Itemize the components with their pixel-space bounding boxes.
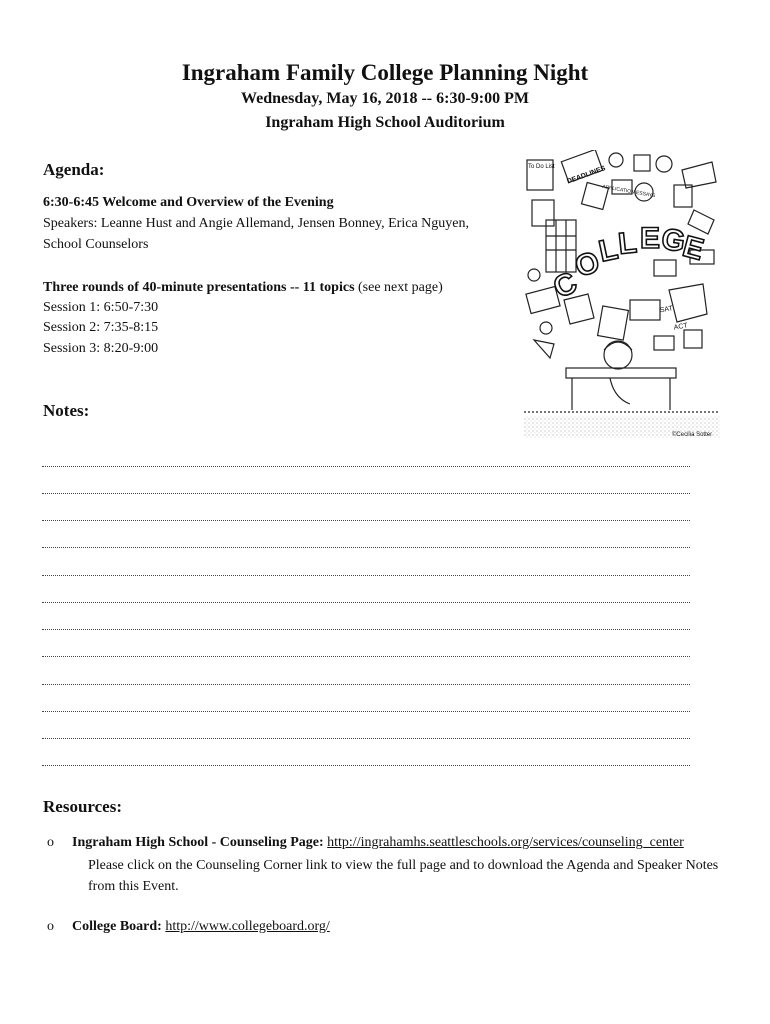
building-doodle — [546, 220, 576, 272]
resource-description — [88, 855, 748, 897]
act-text: ACT — [673, 322, 689, 332]
bullet-icon: o — [47, 919, 54, 934]
note-line — [42, 520, 690, 521]
note-line — [42, 547, 690, 548]
agenda-welcome-title: 6:30-6:45 Welcome and Overview of the Evening — [43, 195, 334, 210]
resource-item-counseling — [72, 835, 684, 851]
counseling-corner-link-text: Counseling Corner link — [196, 858, 328, 873]
resource-item-college-board — [72, 919, 330, 935]
note-line — [42, 466, 690, 467]
svg-text:G: G — [659, 222, 688, 259]
svg-text:C: C — [548, 265, 583, 306]
todo-text: To Do List — [528, 164, 555, 170]
counseling-page-link[interactable]: http://ingrahamhs.seattleschools.org/services/counseling_center — [327, 835, 684, 850]
note-line — [42, 656, 690, 657]
essays-text: APPLICATION ESSAYS — [601, 183, 656, 200]
note-line — [42, 738, 690, 739]
notes-heading: Notes: — [43, 401, 90, 420]
description-text: Please click on the — [88, 858, 197, 873]
event-venue: Ingraham High School Auditorium — [265, 114, 505, 131]
note-line — [42, 629, 690, 630]
sat-text: SAT — [659, 305, 674, 315]
bullet-icon: o — [47, 835, 54, 850]
agenda-session-3: Session 3: 8:20-9:00 — [43, 341, 159, 356]
agenda-speakers-line2: School Counselors — [43, 237, 149, 252]
resource-label: Ingraham High School - Counseling Page: — [72, 835, 324, 850]
desk-doodle — [566, 368, 676, 378]
college-board-link[interactable]: http://www.collegeboard.org/ — [165, 919, 330, 934]
svg-text:O: O — [570, 245, 605, 285]
note-line — [42, 765, 690, 766]
note-line — [42, 493, 690, 494]
agenda-heading: Agenda: — [43, 160, 105, 179]
agenda-rounds-note: (see next page) — [354, 280, 443, 295]
agenda-speakers-line1: Speakers: Leanne Hust and Angie Allemand, Jensen Bonney, Erica Nguyen, — [43, 216, 469, 231]
event-date-time: Wednesday, May 16, 2018 -- 6:30-9:00 PM — [241, 90, 529, 107]
note-line — [42, 602, 690, 603]
note-line — [42, 575, 690, 576]
description-text: to view the full page and to download the Agenda and Speaker Notes from this Event. — [88, 858, 719, 894]
svg-text:E: E — [679, 229, 708, 267]
agenda-rounds-bold: Three rounds of 40-minute presentations -- 11 topics — [43, 280, 355, 295]
document-title: Ingraham Family College Planning Night — [181, 60, 589, 85]
agenda-session-1: Session 1: 6:50-7:30 — [43, 300, 159, 315]
college-illustration — [524, 150, 720, 440]
note-line — [42, 711, 690, 712]
svg-text:L: L — [616, 226, 639, 261]
svg-text:E: E — [640, 222, 661, 255]
note-line — [42, 684, 690, 685]
svg-text:L: L — [595, 232, 621, 269]
deadlines-text: DEADLINES — [566, 165, 607, 186]
resource-label: College Board: — [72, 919, 162, 934]
agenda-session-2: Session 2: 7:35-8:15 — [43, 320, 159, 335]
agenda-rounds-line — [43, 280, 443, 296]
resources-heading: Resources: — [43, 797, 122, 816]
